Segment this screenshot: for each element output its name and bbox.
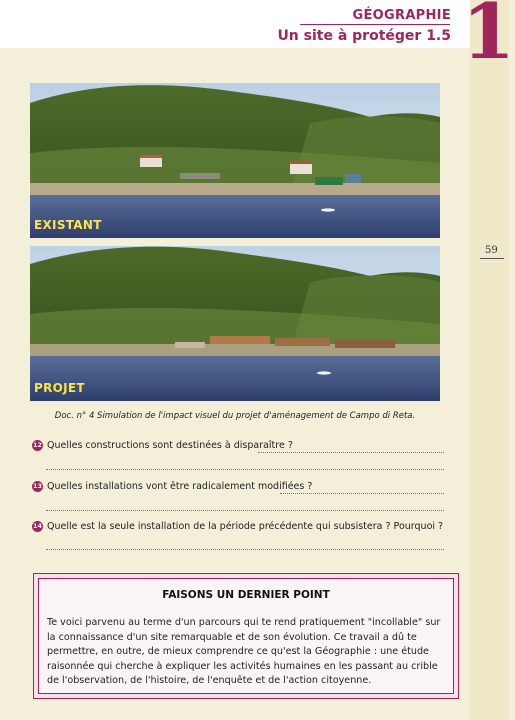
answer-line[interactable] xyxy=(280,493,444,494)
question-text: Quelle est la seule installation de la période précédente qui subsistera ? Pourquoi ? xyxy=(47,521,444,532)
photo-existing-label: EXISTANT xyxy=(34,218,102,232)
photo-existing xyxy=(30,83,440,238)
page-number: 59 xyxy=(485,245,498,256)
answer-line[interactable] xyxy=(46,510,444,511)
question-number-badge: 13 xyxy=(32,482,43,490)
photo-project xyxy=(30,246,440,401)
photo-project-label: PROJET xyxy=(34,381,85,395)
answer-line[interactable] xyxy=(46,549,444,550)
summary-box-inner xyxy=(38,578,454,694)
header-rule xyxy=(300,24,450,25)
answer-line[interactable] xyxy=(46,469,444,470)
question-text: Quelles installations vont être radicalement modifiées ? xyxy=(47,481,313,492)
answer-line[interactable] xyxy=(258,452,444,453)
summary-box xyxy=(33,573,459,699)
header-subject: GÉOGRAPHIE xyxy=(352,8,451,23)
page-number-rule xyxy=(480,258,504,259)
chapter-number: 1 xyxy=(462,0,515,76)
question-text: Quelles constructions sont destinées à disparaître ? xyxy=(47,440,293,451)
figure-caption: Doc. n° 4 Simulation de l'impact visuel du projet d'aménagement de Campo di Reta. xyxy=(54,411,416,421)
summary-box-title: FAISONS UN DERNIER POINT xyxy=(162,589,330,601)
question-number-badge: 12 xyxy=(32,441,43,449)
question-number-badge: 14 xyxy=(32,522,43,530)
question-12 xyxy=(32,440,447,451)
margin-strip xyxy=(470,0,509,720)
question-14 xyxy=(32,521,447,532)
question-13 xyxy=(32,481,447,492)
photo-project-image xyxy=(30,246,440,401)
header-title: Un site à protéger 1.5 xyxy=(277,28,451,44)
summary-box-text: Te voici parvenu au terme d'un parcours qui te rend pratiquement "incollable" sur la connaissance d'un site remarquable et de son évolution. Ce travail a dû te permettre, en outre, de mieux comprendre ce qu'est la Géographie : une étude raisonnée qui cherche à expliquer les activités humaines en les passant au crible de l'observation, de l'histoire, de l'enquête et de l'action citoyenne. xyxy=(47,617,441,686)
photo-existing-image xyxy=(30,83,440,238)
